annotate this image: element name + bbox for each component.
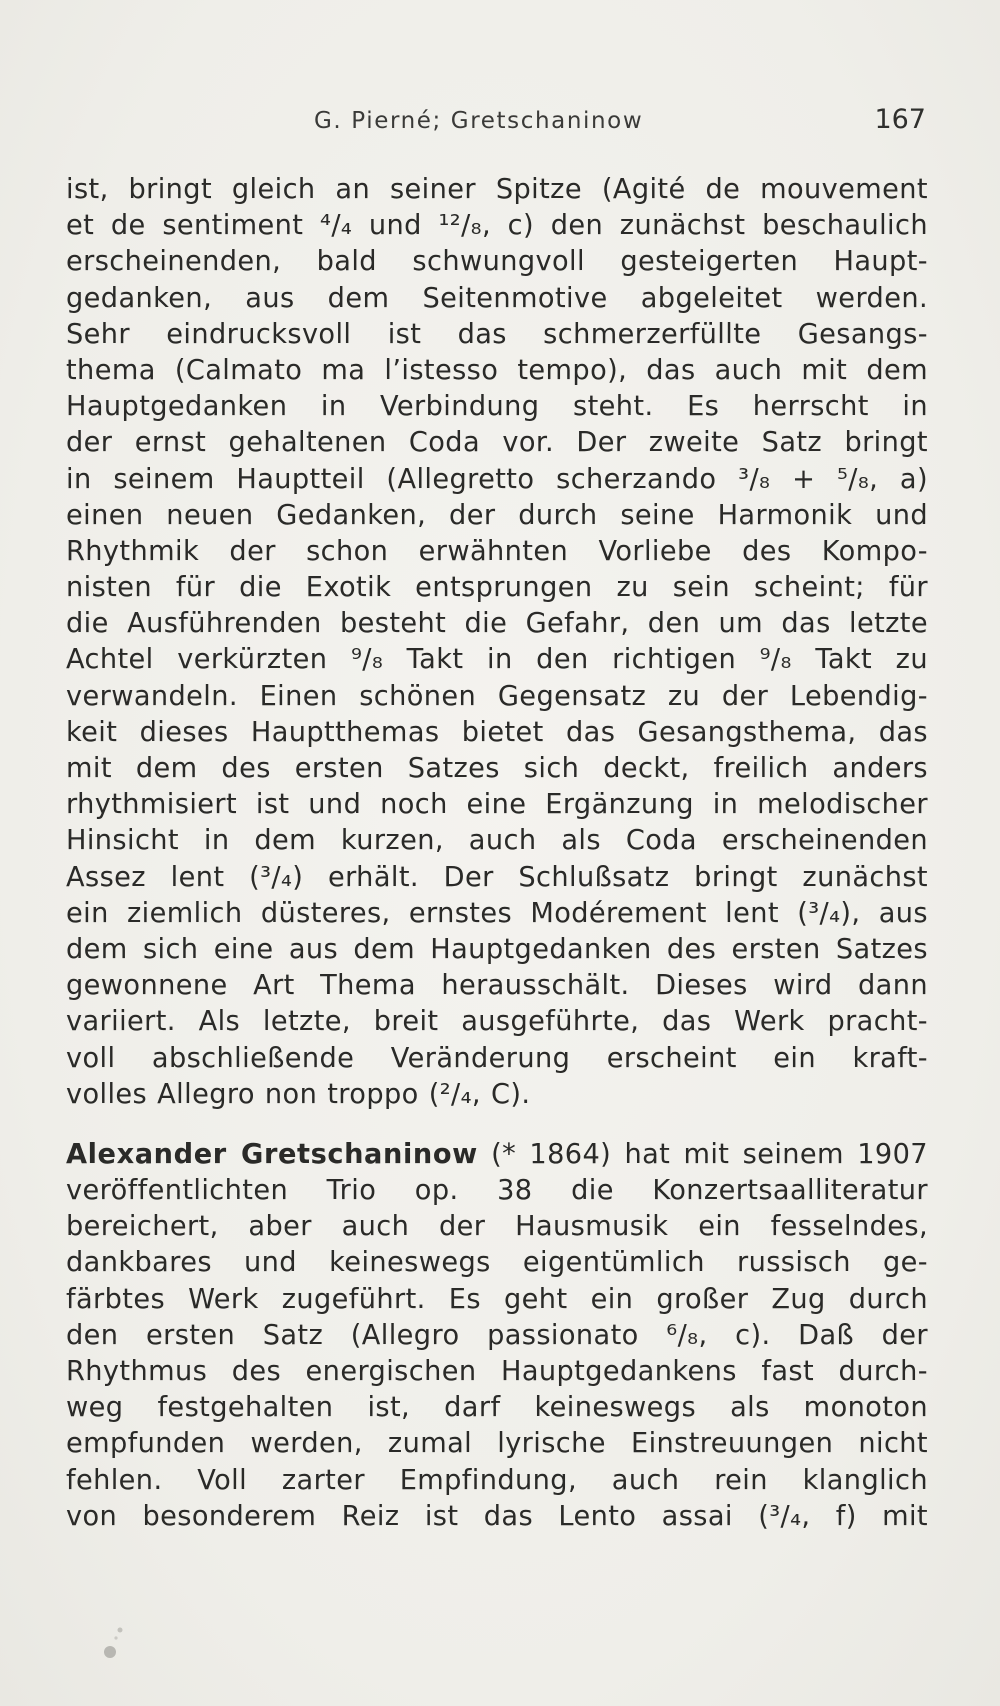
text-line: Achtel verkürzten ⁹/₈ Takt in den richtigen ⁹/₈ Takt zu	[66, 644, 928, 676]
text-line: Assez lent (³/₄) erhält. Der Schlußsatz bringt zunächst	[66, 861, 928, 893]
paragraph-2	[66, 1137, 928, 1535]
text-line: ein ziemlich düsteres, ernstes Modérement lent (³/₄), aus	[66, 897, 928, 929]
paragraph-gap	[66, 1113, 928, 1137]
paragraph-1	[66, 172, 928, 1113]
text-line: der ernst gehaltenen Coda vor. Der zweite Satz bringt	[66, 427, 928, 459]
text-line: nisten für die Exotik entsprungen zu sein scheint; für	[66, 572, 928, 604]
text-line: erscheinenden, bald schwungvoll gesteigerten Haupt-	[66, 246, 928, 278]
text-line: Rhythmus des energischen Hauptgedankens fast durch-	[66, 1356, 928, 1387]
running-head: G. Pierné; Gretschaninow	[314, 108, 644, 134]
body-text	[66, 172, 928, 1535]
text-line: voll abschließende Veränderung erscheint ein kraft-	[66, 1042, 928, 1074]
text-line: von besonderem Reiz ist das Lento assai (³/₄, f) mit	[66, 1500, 928, 1532]
composer-name: Alexander Gretschaninow	[66, 1138, 478, 1170]
text-line: gewonnene Art Thema herausschält. Dieses wird dann	[66, 970, 928, 1002]
text-line: die Ausführenden besteht die Gefahr, den um das letzte	[66, 608, 928, 640]
text-line: Rhythmik der schon erwähnten Vorliebe des Kompo-	[66, 535, 928, 567]
text-line-first	[66, 1137, 928, 1173]
text-line: veröffentlichten Trio op. 38 die Konzertsaalliteratur	[66, 1175, 928, 1207]
text-line: empfunden werden, zumal lyrische Einstreuungen nicht	[66, 1428, 928, 1460]
page-number: 167	[874, 104, 926, 135]
text-line: Hinsicht in dem kurzen, auch als Coda erscheinenden	[66, 825, 928, 857]
text-line: färbtes Werk zugeführt. Es geht ein großer Zug durch	[66, 1283, 928, 1315]
text-line: dem sich eine aus dem Hauptgedanken des ersten Satzes	[66, 933, 928, 965]
text-line: in seinem Hauptteil (Allegretto scherzando ³/₈ + ⁵/₈, a)	[66, 463, 928, 495]
text-line: volles Allegro non troppo (²/₄, C).	[66, 1078, 531, 1110]
text-line: einen neuen Gedanken, der durch seine Harmonik und	[66, 499, 928, 531]
text-line: mit dem des ersten Satzes sich deckt, freilich anders	[66, 753, 928, 784]
text-line: ist, bringt gleich an seiner Spitze (Agité de mouvement	[66, 174, 928, 205]
text-line: dankbares und keineswegs eigentümlich russisch ge-	[66, 1247, 928, 1279]
text-line: den ersten Satz (Allegro passionato ⁶/₈, c). Daß der	[66, 1319, 928, 1351]
text-line: verwandeln. Einen schönen Gegensatz zu der Lebendig-	[66, 680, 928, 712]
text-line: et de sentiment ⁴/₄ und ¹²/₈, c) den zunächst beschaulich	[66, 210, 928, 242]
first-line-rest: (* 1864) hat mit seinem 1907	[477, 1138, 928, 1170]
ink-smudge	[100, 1622, 130, 1662]
text-line: Sehr eindrucksvoll ist das schmerzerfüllte Gesangs-	[66, 318, 928, 350]
text-line: rhythmisiert ist und noch eine Ergänzung in melodischer	[66, 789, 928, 821]
text-line: Hauptgedanken in Verbindung steht. Es herrscht in	[66, 391, 928, 423]
text-line: thema (Calmato ma l’istesso tempo), das auch mit dem	[66, 354, 928, 386]
text-line: gedanken, aus dem Seitenmotive abgeleitet werden.	[66, 282, 928, 314]
text-line: keit dieses Hauptthemas bietet das Gesangsthema, das	[66, 716, 928, 748]
text-line: bereichert, aber auch der Hausmusik ein fesselndes,	[66, 1211, 928, 1243]
page-header	[66, 104, 928, 148]
text-line: variiert. Als letzte, breit ausgeführte, das Werk pracht-	[66, 1006, 928, 1038]
text-line: weg festgehalten ist, darf keineswegs als monoton	[66, 1392, 928, 1424]
text-line: fehlen. Voll zarter Empfindung, auch rein klanglich	[66, 1464, 928, 1496]
